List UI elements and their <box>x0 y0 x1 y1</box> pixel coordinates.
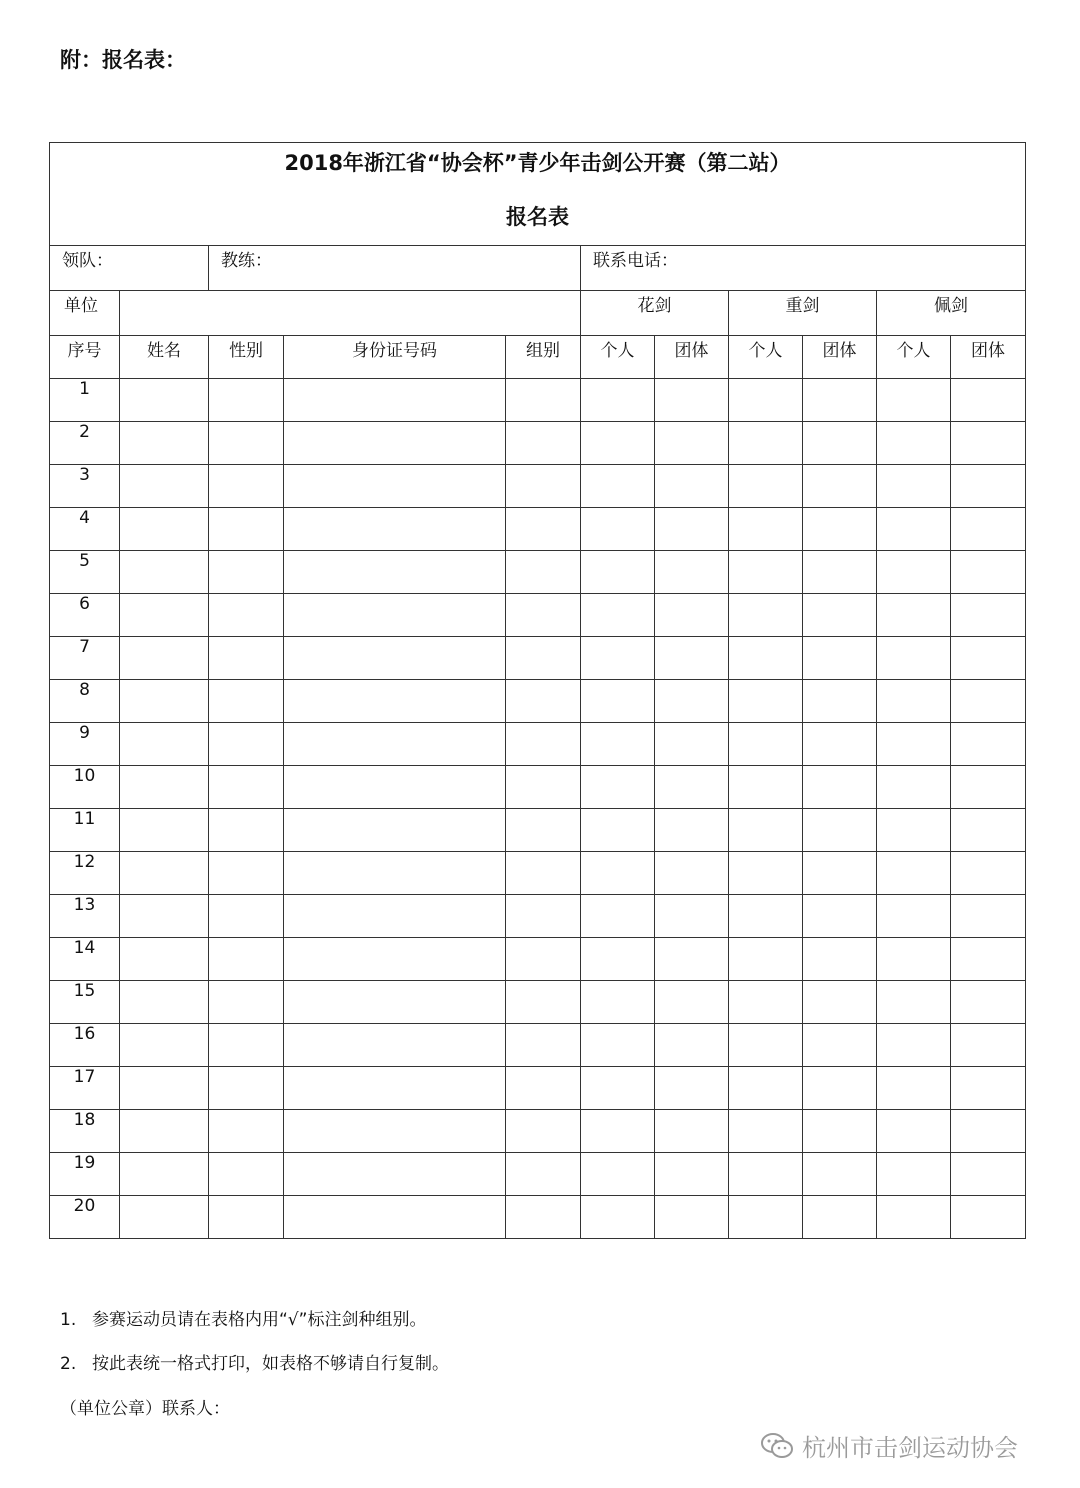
entry-cell[interactable] <box>951 1110 1026 1153</box>
entry-cell[interactable] <box>803 723 877 766</box>
entry-cell[interactable] <box>951 1153 1026 1196</box>
entry-cell[interactable] <box>120 594 209 637</box>
entry-cell[interactable] <box>581 379 655 422</box>
form-title: 2018年浙江省“协会杯”青少年击剑公开赛（第二站） <box>284 151 791 175</box>
entry-cell[interactable] <box>506 1067 581 1110</box>
entry-cell[interactable] <box>951 766 1026 809</box>
entry-cell[interactable] <box>581 680 655 723</box>
entry-cell[interactable] <box>951 723 1026 766</box>
entry-cell[interactable] <box>209 551 284 594</box>
entry-cell[interactable] <box>951 1067 1026 1110</box>
entry-cell[interactable] <box>655 422 729 465</box>
entry-cell[interactable] <box>120 1153 209 1196</box>
entry-cell[interactable] <box>120 981 209 1024</box>
table-row <box>50 1067 1026 1110</box>
entry-cell[interactable] <box>877 422 951 465</box>
entry-cell[interactable] <box>506 766 581 809</box>
entry-cell[interactable] <box>803 637 877 680</box>
note-text: 按此表统一格式打印，如表格不够请自行复制。 <box>92 1354 449 1374</box>
row-number: 17 <box>50 1067 120 1110</box>
row-number: 3 <box>50 465 120 508</box>
entry-cell[interactable] <box>729 1024 803 1067</box>
entry-cell[interactable] <box>284 809 506 852</box>
entry-cell[interactable] <box>877 895 951 938</box>
entry-cell[interactable] <box>877 981 951 1024</box>
table-row <box>50 1024 1026 1067</box>
entry-cell[interactable] <box>506 809 581 852</box>
entry-cell[interactable] <box>803 766 877 809</box>
entry-cell[interactable] <box>951 508 1026 551</box>
entry-cell[interactable] <box>803 1067 877 1110</box>
entry-cell[interactable] <box>581 1196 655 1239</box>
entry-cell[interactable] <box>951 981 1026 1024</box>
entry-cell[interactable] <box>655 1110 729 1153</box>
entry-cell[interactable] <box>951 637 1026 680</box>
entry-cell[interactable] <box>209 379 284 422</box>
coach-field[interactable] <box>209 246 581 291</box>
entry-cell[interactable] <box>506 723 581 766</box>
entry-cell[interactable] <box>729 1067 803 1110</box>
entry-cell[interactable] <box>284 1153 506 1196</box>
entry-cell[interactable] <box>209 1153 284 1196</box>
entry-cell[interactable] <box>803 551 877 594</box>
col-epee-individual: 个人 <box>729 336 803 379</box>
entry-cell[interactable] <box>209 680 284 723</box>
entry-cell[interactable] <box>209 1067 284 1110</box>
table-row <box>50 680 1026 723</box>
entry-cell[interactable] <box>581 981 655 1024</box>
entry-cell[interactable] <box>729 852 803 895</box>
entry-cell[interactable] <box>506 594 581 637</box>
entry-cell[interactable] <box>803 981 877 1024</box>
entry-cell[interactable] <box>209 594 284 637</box>
entry-cell[interactable] <box>284 551 506 594</box>
table-row <box>50 809 1026 852</box>
entry-cell[interactable] <box>209 809 284 852</box>
entry-cell[interactable] <box>729 508 803 551</box>
table-row <box>50 508 1026 551</box>
entry-cell[interactable] <box>655 1024 729 1067</box>
leader-label: 领队： <box>62 251 113 271</box>
entry-cell[interactable] <box>284 379 506 422</box>
table-row <box>50 852 1026 895</box>
table-row <box>50 981 1026 1024</box>
entry-cell[interactable] <box>209 1110 284 1153</box>
entry-cell[interactable] <box>729 766 803 809</box>
entry-cell[interactable] <box>803 1110 877 1153</box>
entry-cell[interactable] <box>581 422 655 465</box>
entry-cell[interactable] <box>655 680 729 723</box>
entry-cell[interactable] <box>951 809 1026 852</box>
entry-cell[interactable] <box>951 422 1026 465</box>
entry-cell[interactable] <box>729 809 803 852</box>
entry-cell[interactable] <box>284 465 506 508</box>
entry-cell[interactable] <box>209 723 284 766</box>
entry-cell[interactable] <box>120 1067 209 1110</box>
entry-cell[interactable] <box>284 895 506 938</box>
entry-cell[interactable] <box>209 465 284 508</box>
entry-cell[interactable] <box>581 508 655 551</box>
entry-cell[interactable] <box>120 852 209 895</box>
note-number: 1. <box>60 1310 77 1330</box>
entry-cell[interactable] <box>284 422 506 465</box>
table-row <box>50 895 1026 938</box>
col-group: 组别 <box>506 336 581 379</box>
weapon-epee: 重剑 <box>729 291 877 336</box>
entry-cell[interactable] <box>803 379 877 422</box>
row-number: 13 <box>50 895 120 938</box>
entry-cell[interactable] <box>803 809 877 852</box>
entry-cell[interactable] <box>581 938 655 981</box>
row-number: 9 <box>50 723 120 766</box>
entry-cell[interactable] <box>951 1024 1026 1067</box>
entry-cell[interactable] <box>581 637 655 680</box>
row-number: 14 <box>50 938 120 981</box>
table-row <box>50 637 1026 680</box>
row-number: 1 <box>50 379 120 422</box>
entry-cell[interactable] <box>506 1196 581 1239</box>
entry-cell[interactable] <box>655 723 729 766</box>
entry-cell[interactable] <box>655 895 729 938</box>
entry-cell[interactable] <box>803 1196 877 1239</box>
form-subtitle: 报名表 <box>506 205 570 229</box>
watermark <box>760 1428 1018 1463</box>
entry-cell[interactable] <box>729 981 803 1024</box>
row-number: 8 <box>50 680 120 723</box>
entry-cell[interactable] <box>284 1067 506 1110</box>
entry-cell[interactable] <box>120 422 209 465</box>
entry-cell[interactable] <box>120 1024 209 1067</box>
entry-cell[interactable] <box>209 981 284 1024</box>
table-row <box>50 551 1026 594</box>
entry-cell[interactable] <box>803 1024 877 1067</box>
entry-cell[interactable] <box>877 809 951 852</box>
row-number: 12 <box>50 852 120 895</box>
entry-cell[interactable] <box>655 1153 729 1196</box>
entry-cell[interactable] <box>506 1153 581 1196</box>
entry-cell[interactable] <box>506 852 581 895</box>
unit-field[interactable] <box>120 291 581 336</box>
table-row <box>50 1110 1026 1153</box>
entry-cell[interactable] <box>877 551 951 594</box>
entry-cell[interactable] <box>877 1067 951 1110</box>
row-number: 19 <box>50 1153 120 1196</box>
col-index: 序号 <box>50 336 120 379</box>
entry-cell[interactable] <box>120 637 209 680</box>
entry-cell[interactable] <box>877 1153 951 1196</box>
entry-cell[interactable] <box>120 766 209 809</box>
row-number: 2 <box>50 422 120 465</box>
entry-cell[interactable] <box>506 379 581 422</box>
row-number: 10 <box>50 766 120 809</box>
weapon-sabre: 佩剑 <box>877 291 1026 336</box>
entry-cell[interactable] <box>506 680 581 723</box>
entry-cell[interactable] <box>729 895 803 938</box>
entry-cell[interactable] <box>803 465 877 508</box>
entry-cell[interactable] <box>655 637 729 680</box>
entry-cell[interactable] <box>284 852 506 895</box>
leader-field[interactable] <box>50 246 209 291</box>
col-sabre-individual: 个人 <box>877 336 951 379</box>
table-row <box>50 1153 1026 1196</box>
entry-cell[interactable] <box>581 594 655 637</box>
entry-cell[interactable] <box>120 680 209 723</box>
row-number: 18 <box>50 1110 120 1153</box>
entry-cell[interactable] <box>729 938 803 981</box>
entry-cell[interactable] <box>506 465 581 508</box>
entry-cell[interactable] <box>284 508 506 551</box>
entry-cell[interactable] <box>506 981 581 1024</box>
entry-cell[interactable] <box>120 895 209 938</box>
entry-cell[interactable] <box>951 551 1026 594</box>
entry-cell[interactable] <box>506 637 581 680</box>
entry-cell[interactable] <box>729 723 803 766</box>
table-row <box>50 723 1026 766</box>
entry-cell[interactable] <box>729 422 803 465</box>
entry-cell[interactable] <box>877 465 951 508</box>
entry-cell[interactable] <box>581 723 655 766</box>
phone-label: 联系电话： <box>593 251 678 271</box>
entry-cell[interactable] <box>803 508 877 551</box>
entry-cell[interactable] <box>506 508 581 551</box>
table-row <box>50 766 1026 809</box>
entry-cell[interactable] <box>581 1067 655 1110</box>
entry-cell[interactable] <box>581 551 655 594</box>
entry-cell[interactable] <box>877 766 951 809</box>
entry-cell[interactable] <box>209 766 284 809</box>
entry-cell[interactable] <box>803 938 877 981</box>
entry-cell[interactable] <box>655 981 729 1024</box>
entry-cell[interactable] <box>877 1024 951 1067</box>
table-row <box>50 379 1026 422</box>
entry-cell[interactable] <box>209 508 284 551</box>
coach-label: 教练： <box>221 251 272 271</box>
entry-cell[interactable] <box>729 465 803 508</box>
entry-cell[interactable] <box>951 680 1026 723</box>
unit-label: 单位 <box>50 291 120 336</box>
entry-cell[interactable] <box>877 1196 951 1239</box>
entry-cell[interactable] <box>284 981 506 1024</box>
entry-cell[interactable] <box>877 938 951 981</box>
entry-cell[interactable] <box>120 465 209 508</box>
entry-cell[interactable] <box>581 852 655 895</box>
entry-cell[interactable] <box>655 809 729 852</box>
entry-cell[interactable] <box>877 852 951 895</box>
row-number: 11 <box>50 809 120 852</box>
entry-cell[interactable] <box>877 1110 951 1153</box>
col-sabre-team: 团体 <box>951 336 1026 379</box>
entry-cell[interactable] <box>729 1110 803 1153</box>
entry-cell[interactable] <box>209 422 284 465</box>
row-number: 6 <box>50 594 120 637</box>
entry-cell[interactable] <box>877 723 951 766</box>
entry-cell[interactable] <box>209 938 284 981</box>
table-row <box>50 594 1026 637</box>
entry-cell[interactable] <box>729 379 803 422</box>
entry-cell[interactable] <box>120 1110 209 1153</box>
table-row <box>50 465 1026 508</box>
row-number: 7 <box>50 637 120 680</box>
table-row <box>50 422 1026 465</box>
entry-cell[interactable] <box>877 594 951 637</box>
entry-cell[interactable] <box>655 766 729 809</box>
entry-cell[interactable] <box>655 508 729 551</box>
entry-cell[interactable] <box>506 551 581 594</box>
entry-cell[interactable] <box>209 1196 284 1239</box>
entry-cell[interactable] <box>877 379 951 422</box>
entry-cell[interactable] <box>951 379 1026 422</box>
note-text: 参赛运动员请在表格内用“√”标注剑种组别。 <box>92 1310 427 1330</box>
row-number: 4 <box>50 508 120 551</box>
entry-cell[interactable] <box>655 852 729 895</box>
watermark-text: 杭州市击剑运动协会 <box>802 1434 1018 1462</box>
entry-cell[interactable] <box>284 1110 506 1153</box>
entry-cell[interactable] <box>581 766 655 809</box>
column-header-row <box>50 336 1026 379</box>
entry-cell[interactable] <box>655 379 729 422</box>
entry-cell[interactable] <box>120 379 209 422</box>
weapon-foil: 花剑 <box>581 291 729 336</box>
entry-cell[interactable] <box>655 594 729 637</box>
entry-cell[interactable] <box>284 594 506 637</box>
entry-cell[interactable] <box>803 1153 877 1196</box>
entry-cell[interactable] <box>284 1024 506 1067</box>
col-name: 姓名 <box>120 336 209 379</box>
entry-cell[interactable] <box>729 551 803 594</box>
entry-cell[interactable] <box>284 1196 506 1239</box>
entry-cell[interactable] <box>877 680 951 723</box>
entry-cell[interactable] <box>209 852 284 895</box>
entry-cell[interactable] <box>803 895 877 938</box>
entry-cell[interactable] <box>951 895 1026 938</box>
entry-cell[interactable] <box>803 852 877 895</box>
entry-cell[interactable] <box>581 895 655 938</box>
wechat-icon <box>760 1432 794 1460</box>
entry-cell[interactable] <box>581 809 655 852</box>
entry-cell[interactable] <box>506 1110 581 1153</box>
entry-cell[interactable] <box>506 938 581 981</box>
entry-cell[interactable] <box>120 938 209 981</box>
entry-cell[interactable] <box>729 680 803 723</box>
entry-cell[interactable] <box>581 1110 655 1153</box>
stamp-contact-line: （单位公章）联系人： <box>60 1399 230 1419</box>
col-foil-individual: 个人 <box>581 336 655 379</box>
entry-cell[interactable] <box>655 1196 729 1239</box>
table-row <box>50 938 1026 981</box>
entry-cell[interactable] <box>655 1067 729 1110</box>
entry-cell[interactable] <box>729 637 803 680</box>
entry-cell[interactable] <box>120 723 209 766</box>
row-number: 16 <box>50 1024 120 1067</box>
entry-cell[interactable] <box>506 1024 581 1067</box>
entry-cell[interactable] <box>877 508 951 551</box>
entry-cell[interactable] <box>655 465 729 508</box>
entry-cell[interactable] <box>120 551 209 594</box>
entry-cell[interactable] <box>120 809 209 852</box>
entry-cell[interactable] <box>284 938 506 981</box>
col-id-number: 身份证号码 <box>284 336 506 379</box>
row-number: 5 <box>50 551 120 594</box>
entry-cell[interactable] <box>284 766 506 809</box>
table-row <box>50 1196 1026 1239</box>
entry-cell[interactable] <box>655 938 729 981</box>
col-foil-team: 团体 <box>655 336 729 379</box>
entry-cell[interactable] <box>209 1024 284 1067</box>
entry-cell[interactable] <box>803 422 877 465</box>
col-gender: 性别 <box>209 336 284 379</box>
athlete-rows <box>50 379 1026 1239</box>
entry-cell[interactable] <box>729 594 803 637</box>
row-number: 20 <box>50 1196 120 1239</box>
entry-cell[interactable] <box>581 1153 655 1196</box>
note-number: 2. <box>60 1354 77 1374</box>
entry-cell[interactable] <box>951 465 1026 508</box>
entry-cell[interactable] <box>284 637 506 680</box>
entry-cell[interactable] <box>120 1196 209 1239</box>
entry-cell[interactable] <box>209 637 284 680</box>
entry-cell[interactable] <box>284 680 506 723</box>
phone-field[interactable] <box>581 246 1026 291</box>
entry-cell[interactable] <box>209 895 284 938</box>
form-title-cell <box>50 143 1026 246</box>
page-heading: 附：报名表： <box>60 48 186 72</box>
registration-form-table <box>49 142 1026 1239</box>
entry-cell[interactable] <box>951 594 1026 637</box>
entry-cell[interactable] <box>506 895 581 938</box>
entry-cell[interactable] <box>803 680 877 723</box>
entry-cell[interactable] <box>877 637 951 680</box>
entry-cell[interactable] <box>951 852 1026 895</box>
note-item <box>60 1305 449 1349</box>
entry-cell[interactable] <box>729 1196 803 1239</box>
note-item <box>60 1349 449 1393</box>
col-epee-team: 团体 <box>803 336 877 379</box>
entry-cell[interactable] <box>581 465 655 508</box>
entry-cell[interactable] <box>120 508 209 551</box>
entry-cell[interactable] <box>803 594 877 637</box>
notes <box>60 1305 449 1393</box>
entry-cell[interactable] <box>951 938 1026 981</box>
entry-cell[interactable] <box>655 551 729 594</box>
entry-cell[interactable] <box>581 1024 655 1067</box>
entry-cell[interactable] <box>506 422 581 465</box>
entry-cell[interactable] <box>951 1196 1026 1239</box>
entry-cell[interactable] <box>729 1153 803 1196</box>
entry-cell[interactable] <box>284 723 506 766</box>
row-number: 15 <box>50 981 120 1024</box>
